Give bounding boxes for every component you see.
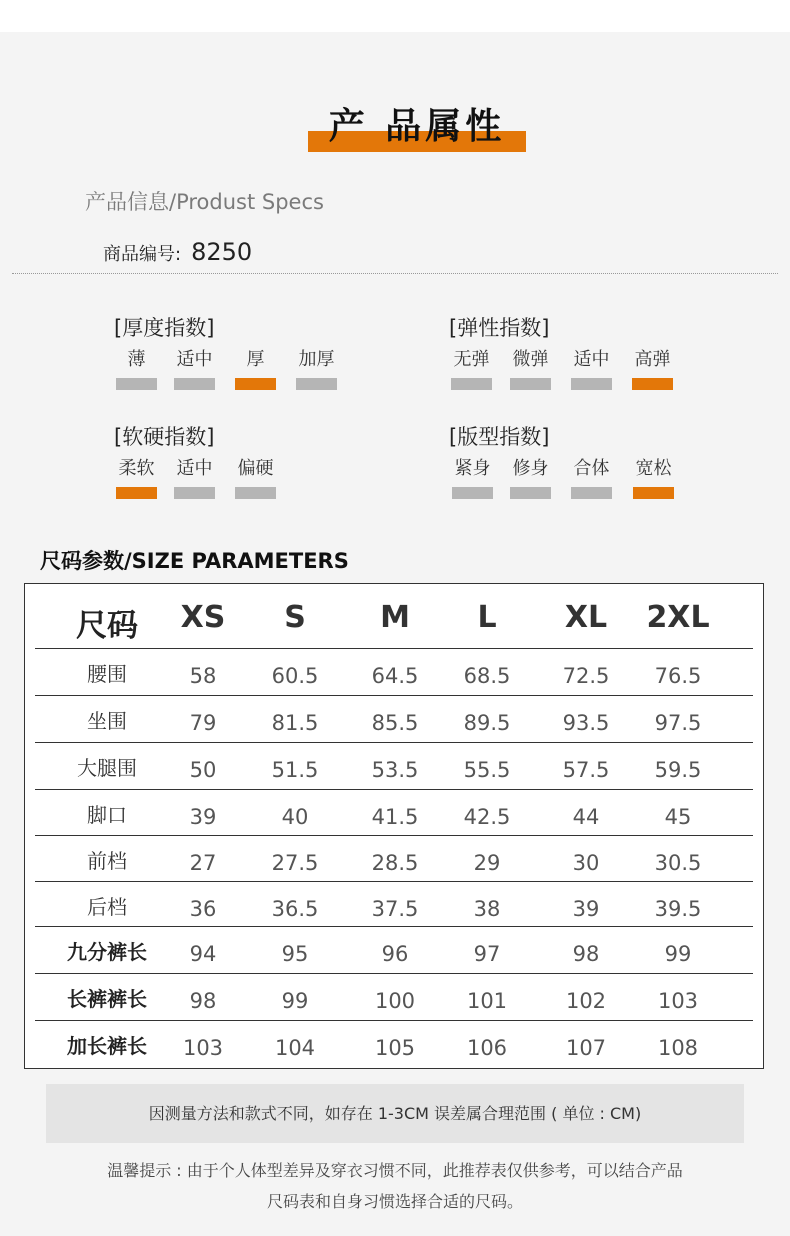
index-option-label: 适中: [573, 349, 610, 370]
row-label: 腰围: [87, 662, 127, 686]
index-bar: [571, 487, 612, 499]
thickness-index: [114, 312, 335, 395]
table-cell: 103: [182, 1036, 224, 1060]
table-cell: 106: [466, 1036, 508, 1060]
table-cell: 98: [189, 989, 217, 1013]
index-label: [版型指数]: [449, 425, 550, 449]
table-cell: 79: [189, 711, 217, 735]
index-options: [449, 345, 671, 395]
specs-heading: 产品信息/Produst Specs: [85, 190, 324, 214]
table-cell: 76.5: [654, 664, 702, 688]
row-label: 后档: [87, 895, 127, 919]
table-cell: 100: [374, 989, 416, 1013]
index-bar: [296, 378, 337, 390]
item-number: [103, 238, 252, 266]
index-bar: [451, 378, 492, 390]
tip-line-2: 尺码表和自身习惯选择合适的尺码。: [266, 1192, 523, 1211]
index-option-label: 适中: [176, 458, 213, 479]
table-row: [35, 835, 753, 882]
table-cell: 28.5: [371, 851, 419, 875]
table-cell: 40: [281, 805, 309, 829]
index-bar: [510, 378, 551, 390]
table-cell: 99: [664, 942, 692, 966]
index-bar-selected: [632, 378, 673, 390]
size-table: [24, 583, 764, 1069]
measurement-note: 因测量方法和款式不同，如存在 1-3CM 误差属合理范围 ( 单位 : CM): [46, 1084, 744, 1143]
table-cell: 36.5: [271, 897, 319, 921]
table-cell: 39: [189, 805, 217, 829]
index-bar: [235, 487, 276, 499]
table-cell: 102: [565, 989, 607, 1013]
index-options: [114, 345, 335, 395]
row-label: 加长裤长: [67, 1034, 147, 1058]
table-cell: 98: [572, 942, 600, 966]
table-cell: 93.5: [562, 711, 610, 735]
index-option-label: 合体: [573, 458, 610, 479]
index-option-label: 宽松: [635, 458, 672, 479]
index-label: [弹性指数]: [449, 316, 550, 340]
index-bar: [116, 378, 157, 390]
size-parameters-heading: 尺码参数/SIZE PARAMETERS: [40, 549, 349, 573]
table-cell: 95: [281, 942, 309, 966]
size-column-header: 尺码: [76, 608, 138, 644]
table-cell: 105: [374, 1036, 416, 1060]
index-option-label: 适中: [176, 349, 213, 370]
table-cell: 97: [473, 942, 501, 966]
index-label: [软硬指数]: [114, 425, 215, 449]
size-header-cell: XL: [564, 600, 608, 635]
index-bar: [452, 487, 493, 499]
table-cell: 72.5: [562, 664, 610, 688]
index-option-label: 厚: [246, 349, 265, 370]
table-cell: 27: [189, 851, 217, 875]
table-row: [35, 695, 753, 743]
elasticity-index: [449, 312, 671, 395]
index-bar-selected: [235, 378, 276, 390]
index-option-label: 高弹: [634, 349, 671, 370]
row-label: 坐围: [87, 709, 127, 733]
size-table-header: [35, 584, 753, 649]
index-options: [114, 454, 274, 504]
table-cell: 38: [473, 897, 501, 921]
table-cell: 94: [189, 942, 217, 966]
size-header-cell: 2XL: [646, 600, 710, 635]
table-cell: 101: [466, 989, 508, 1013]
tip-line-1: 温馨提示 : 由于个人体型差异及穿衣习惯不同，此推荐表仅供参考，可以结合产品: [107, 1161, 683, 1180]
index-option-label: 薄: [127, 349, 146, 370]
table-cell: 44: [572, 805, 600, 829]
size-header-cell: XS: [180, 600, 226, 635]
table-cell: 60.5: [271, 664, 319, 688]
table-cell: 39: [572, 897, 600, 921]
item-number-value: 8250: [191, 238, 253, 266]
index-option-label: 偏硬: [237, 458, 274, 479]
table-cell: 89.5: [463, 711, 511, 735]
row-label: 大腿围: [77, 756, 137, 780]
index-bar: [174, 378, 215, 390]
index-bar-selected: [116, 487, 157, 499]
table-cell: 85.5: [371, 711, 419, 735]
index-bar: [510, 487, 551, 499]
index-option-label: 无弹: [453, 349, 490, 370]
row-label: 脚口: [87, 803, 127, 827]
index-option-label: 修身: [512, 458, 549, 479]
table-cell: 96: [381, 942, 409, 966]
table-cell: 58: [189, 664, 217, 688]
size-header-cell: S: [284, 600, 306, 635]
table-cell: 107: [565, 1036, 607, 1060]
table-cell: 68.5: [463, 664, 511, 688]
table-cell: 108: [657, 1036, 699, 1060]
table-row: [35, 973, 753, 1021]
table-cell: 30: [572, 851, 600, 875]
index-bar: [174, 487, 215, 499]
table-row: [35, 1020, 753, 1068]
table-cell: 27.5: [271, 851, 319, 875]
table-row: [35, 926, 753, 974]
index-options: [449, 454, 672, 504]
index-option-label: 紧身: [454, 458, 491, 479]
size-header-cell: M: [380, 600, 410, 635]
softness-index: [114, 421, 274, 504]
table-cell: 41.5: [371, 805, 419, 829]
table-cell: 104: [274, 1036, 316, 1060]
item-number-label: 商品编号:: [103, 244, 182, 265]
table-cell: 37.5: [371, 897, 419, 921]
table-cell: 55.5: [463, 758, 511, 782]
table-row: [35, 789, 753, 836]
table-cell: 64.5: [371, 664, 419, 688]
row-label: 长裤裤长: [67, 987, 147, 1011]
table-cell: 30.5: [654, 851, 702, 875]
table-row: [35, 881, 753, 927]
table-cell: 81.5: [271, 711, 319, 735]
table-cell: 45: [664, 805, 692, 829]
table-cell: 97.5: [654, 711, 702, 735]
table-cell: 42.5: [463, 805, 511, 829]
index-bar: [571, 378, 612, 390]
row-label: 九分裤长: [67, 940, 147, 964]
table-cell: 53.5: [371, 758, 419, 782]
index-option-label: 微弹: [512, 349, 549, 370]
fit-index: [449, 421, 672, 504]
page-title: 产 品属性: [328, 106, 506, 147]
table-row: [35, 742, 753, 790]
table-row: [35, 648, 753, 696]
table-cell: 103: [657, 989, 699, 1013]
table-cell: 29: [473, 851, 501, 875]
table-cell: 39.5: [654, 897, 702, 921]
table-cell: 36: [189, 897, 217, 921]
index-option-label: 柔软: [118, 458, 155, 479]
row-label: 前档: [87, 849, 127, 873]
table-cell: 99: [281, 989, 309, 1013]
table-cell: 57.5: [562, 758, 610, 782]
dotted-divider: [12, 273, 778, 274]
index-bar-selected: [633, 487, 674, 499]
table-cell: 51.5: [271, 758, 319, 782]
index-label: [厚度指数]: [114, 316, 215, 340]
size-header-cell: L: [477, 600, 497, 635]
table-cell: 50: [189, 758, 217, 782]
index-option-label: 加厚: [298, 349, 335, 370]
table-cell: 59.5: [654, 758, 702, 782]
